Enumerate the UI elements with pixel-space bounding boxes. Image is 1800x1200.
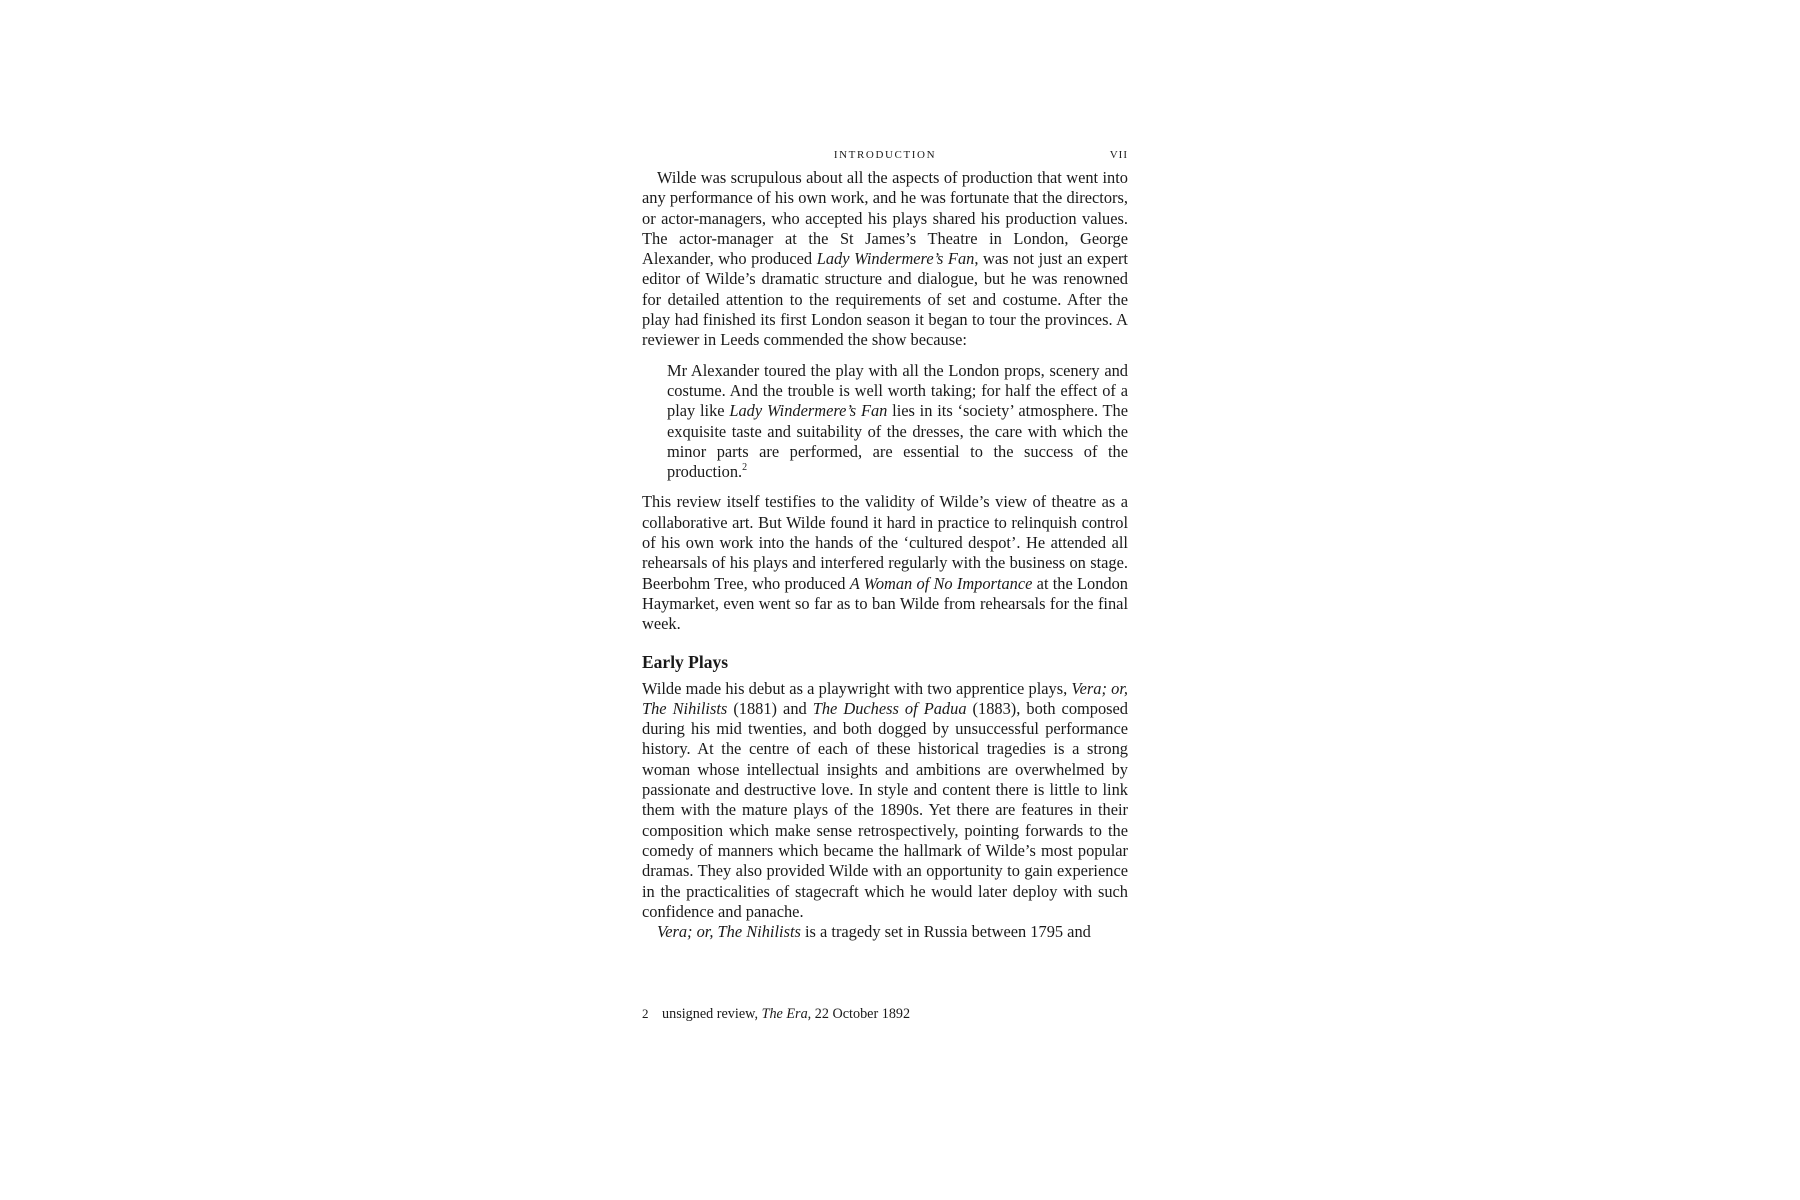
footnote-text: unsigned review, [662,1006,762,1022]
play-title: Lady Windermere’s Fan [816,249,975,269]
quote-text: lies in its ‘society’ atmosphere. The exquisite taste and suitability of the dresses, the care with which the minor parts are performed, are essential to the success of the production. [667,401,1129,482]
paragraph-vera [642,922,1128,942]
text-segment: (1883), both composed during his mid twenties, and both dogged by unsuccessful performance history. At the centre of each of these historical tragedies is a strong woman whose intellectual insights and ambitions are overwhelmed by passionate and destructive love. In style and content there is little to link them with the mature plays of the 1890s. Yet there are features in their composition which make sense retrospectively, pointing forwards to the comedy of manners which became the hallmark of Wilde’s most popular dramas. They also provided Wilde with an opportunity to gain experience in the practicalities of stagecraft which he would later deploy with such confidence and panache. [642,698,1129,921]
footnote-text: , 22 October 1892 [807,1006,911,1022]
play-title: Vera; or, The Nihilists [642,678,1128,718]
book-page [642,142,1128,942]
play-title: Vera; or, The Nihilists [657,922,801,942]
footnote-marker: 2 [742,462,748,474]
text-segment: at the London Haymarket, even went so far as to ban Wilde from rehearsals for the final week. [642,573,1128,634]
paragraph-production [642,168,1128,351]
page-number: vii [1109,145,1128,162]
text-segment: Wilde was scrupulous about all the aspects of production that went into any performance of his own work, and he was fortunate that the directors, or actor-managers, who accepted his plays shared his production values. The actor-manager at the St James’s Theatre in London, George Alexander, who produced [642,168,1128,269]
running-title: introduction [833,145,937,162]
text-segment: (1881) and [727,698,813,718]
footnote [642,1005,1128,1023]
text-segment: is a tragedy set in Russia between 1795 and [800,922,1091,942]
play-title: The Duchess of Padua [812,698,967,718]
footnote-number: 2 [642,1006,649,1021]
paragraph-early-plays [642,679,1128,923]
section-heading: Early Plays [642,651,729,672]
text-segment: This review itself testifies to the validity of Wilde’s view of theatre as a collaborative art. But Wilde found it hard in practice to relinquish control of his own work into the hands of the ‘cultured despot’. He attended all rehearsals of his plays and interfered regularly with the business on stage. Beerbohm Tree, who produced [642,492,1128,593]
play-title: Lady Windermere’s Fan [729,401,888,421]
publication-title: The Era [761,1006,808,1022]
play-title: A Woman of No Importance [849,573,1033,593]
text-segment: , was not just an expert editor of Wilde’s dramatic structure and dialogue, but he was renowned for detailed attention to the requirements of set and costume. After the play had finished its first London season it began to tour the provinces. A reviewer in Leeds commended the show because: [642,249,1128,350]
running-head [642,142,1128,162]
text-segment: Wilde made his debut as a playwright with two apprentice plays, [642,678,1072,698]
quote-text: Mr Alexander toured the play with all the London props, scenery and costume. And the trouble is well worth taking; for half the effect of a play like [667,360,1128,421]
paragraph-collaborative-art [642,492,1128,634]
block-quote-review [667,361,1128,483]
